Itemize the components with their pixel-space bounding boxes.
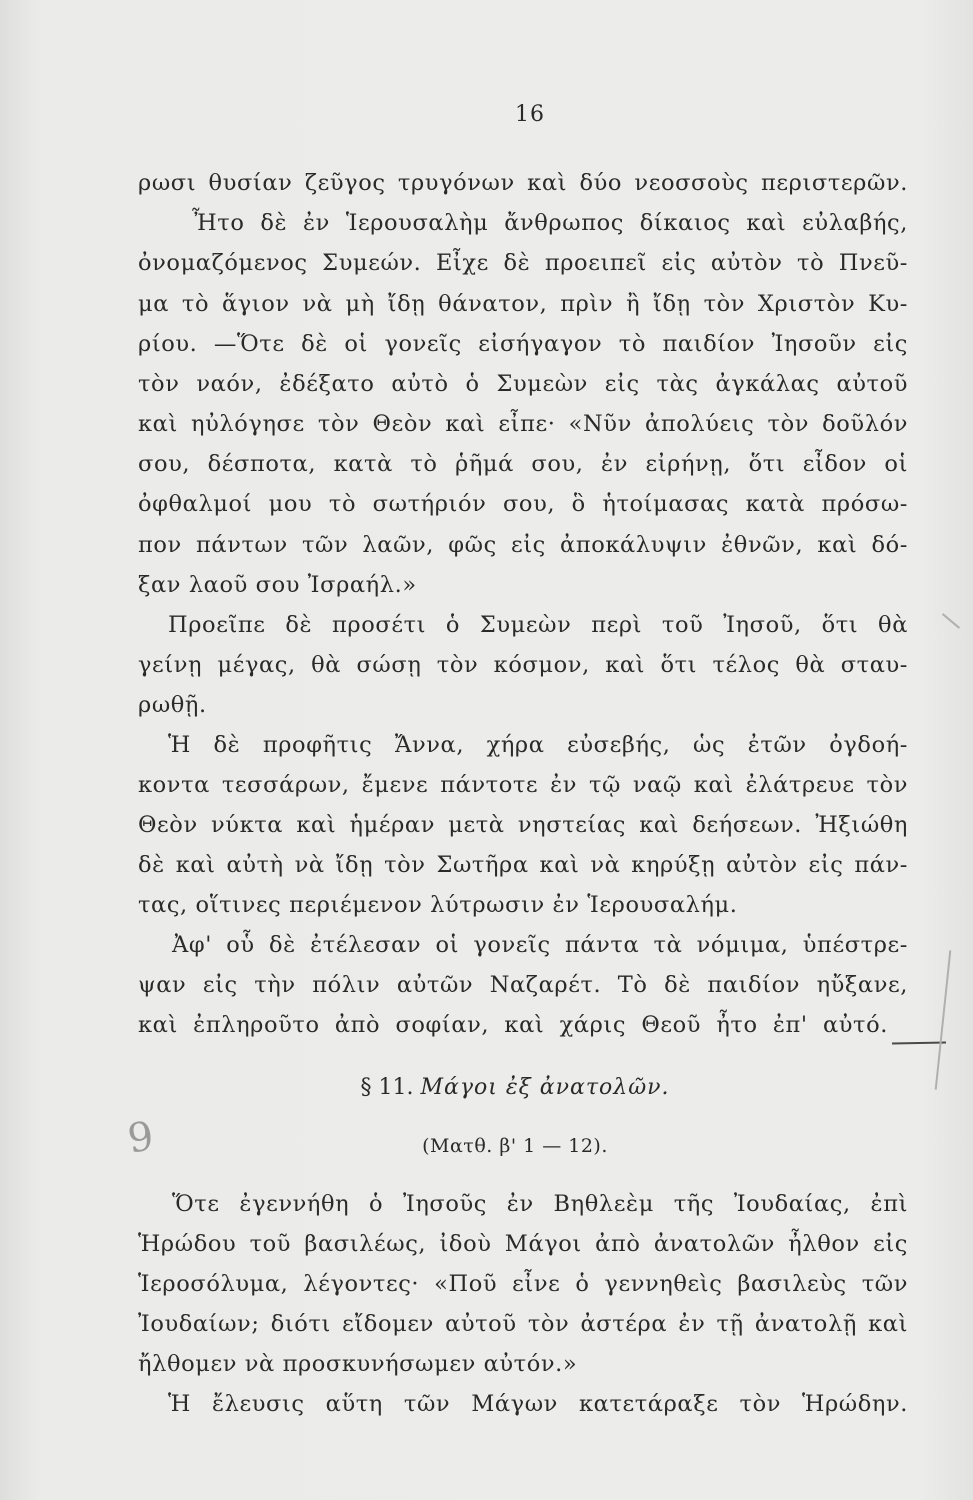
text-line: κοντα τεσσάρων, ἔμενε πάντοτε ἐν τῷ ναῷ καὶ ἐλάτρευε τὸν (138, 772, 908, 798)
text-line: Ἀφ' οὗ δὲ ἐτέλεσαν οἱ γονεῖς πάντα τὰ νόμιμα, ὑπέστρε- (172, 932, 908, 958)
text-line: καὶ ἐπληροῦτο ἀπὸ σοφίαν, καὶ χάρις Θεοῦ ἦτο ἐπ' αὐτό. (138, 1012, 888, 1038)
text-line: ἤλθομεν νὰ προσκυνήσωμεν αὐτόν.» (138, 1351, 578, 1377)
pencil-stroke (942, 613, 960, 629)
text-line: Ἱεροσόλυμα, λέγοντες· «Ποῦ εἶνε ὁ γεννηθεὶς βασιλεὺς τῶν (138, 1271, 908, 1297)
text-line: ρίου. —Ὅτε δὲ οἱ γονεῖς εἰσήγαγον τὸ παιδίον Ἰησοῦν εἰς (138, 331, 908, 357)
section-title: Μάγοι ἐξ ἀνατολῶν. (420, 1075, 670, 1100)
text-line: Θεὸν νύκτα καὶ ἡμέραν μετὰ νηστείας καὶ δεήσεων. Ἠξιώθη (138, 812, 908, 838)
text-line: καὶ ηὐλόγησε τὸν Θεὸν καὶ εἶπε· «Νῦν ἀπολύεις τὸν δοῦλόν (138, 411, 908, 437)
text-line: Ἰουδαίων; διότι εἴδομεν αὐτοῦ τὸν ἀστέρα ἐν τῇ ἀνατολῇ καὶ (138, 1311, 908, 1337)
text-line: ὀνομαζόμενος Συμεών. Εἶχε δὲ προειπεῖ εἰς αὐτὸν τὸ Πνεῦ- (138, 250, 908, 276)
text-line: Ἦτο δὲ ἐν Ἱερουσαλὴμ ἄνθρωπος δίκαιος καὶ εὐλαβής, (192, 210, 908, 236)
text-line: ψαν εἰς τὴν πόλιν αὐτῶν Ναζαρέτ. Τὸ δὲ παιδίον ηὔξανε, (138, 972, 908, 998)
text-line: πον πάντων τῶν λαῶν, φῶς εἰς ἀποκάλυψιν ἐθνῶν, καὶ δό- (138, 532, 908, 558)
text-line: γείνῃ μέγας, θὰ σώσῃ τὸν κόσμον, καὶ ὅτι τέλος θὰ σταυ- (138, 652, 908, 678)
text-line: Ἡρώδου τοῦ βασιλέως, ἰδοὺ Μάγοι ἀπὸ ἀνατολῶν ἦλθον εἰς (138, 1231, 908, 1257)
text-line: ρωσι θυσίαν ζεῦγος τρυγόνων καὶ δύο νεοσσοὺς περιστερῶν. (138, 170, 908, 196)
text-line: τας, οἵτινες περιέμενον λύτρωσιν ἐν Ἱερουσαλήμ. (138, 892, 738, 918)
text-line: Ἡ ἔλευσις αὕτη τῶν Μάγων κατετάραξε τὸν Ἡρώδην. (168, 1391, 908, 1417)
pencil-stroke (892, 1042, 946, 1045)
section-heading (0, 1075, 973, 1100)
text-line: Προεῖπε δὲ προσέτι ὁ Συμεὼν περὶ τοῦ Ἰησοῦ, ὅτι θὰ (168, 612, 908, 638)
pencil-stroke (935, 950, 952, 1089)
text-line: Ἡ δὲ προφῆτις Ἄννα, χήρα εὐσεβής, ὡς ἐτῶν ὀγδοή- (168, 732, 908, 758)
text-line: μα τὸ ἅγιον νὰ μὴ ἴδῃ θάνατον, πρὶν ἢ ἴδῃ τὸν Χριστὸν Κυ- (138, 291, 908, 317)
text-line: ξαν λαοῦ σου Ἰσραήλ.» (138, 572, 417, 598)
section-mark: § 11. (360, 1075, 414, 1100)
text-line: Ὅτε ἐγεννήθη ὁ Ἰησοῦς ἐν Βηθλεὲμ τῆς Ἰουδαίας, ἐπὶ (172, 1191, 908, 1217)
text-line: ὀφθαλμοί μου τὸ σωτήριόν σου, ὃ ἡτοίμασας κατὰ πρόσω- (138, 491, 908, 517)
text-line: ρωθῇ. (138, 692, 207, 718)
text-line: τὸν ναόν, ἐδέξατο αὐτὸ ὁ Συμεὼν εἰς τὰς ἀγκάλας αὐτοῦ (138, 371, 908, 397)
text-line: σου, δέσποτα, κατὰ τὸ ῥῆμά σου, ἐν εἰρήνῃ, ὅτι εἶδον οἱ (138, 451, 908, 477)
pencil-mark: 9 (124, 1113, 157, 1163)
section-reference: (Ματθ. β' 1 — 12). (422, 1135, 608, 1157)
text-line: δὲ καὶ αὐτὴ νὰ ἴδῃ τὸν Σωτῆρα καὶ νὰ κηρύξῃ αὐτὸν εἰς πάν- (138, 852, 908, 878)
page-number: 16 (515, 102, 545, 127)
